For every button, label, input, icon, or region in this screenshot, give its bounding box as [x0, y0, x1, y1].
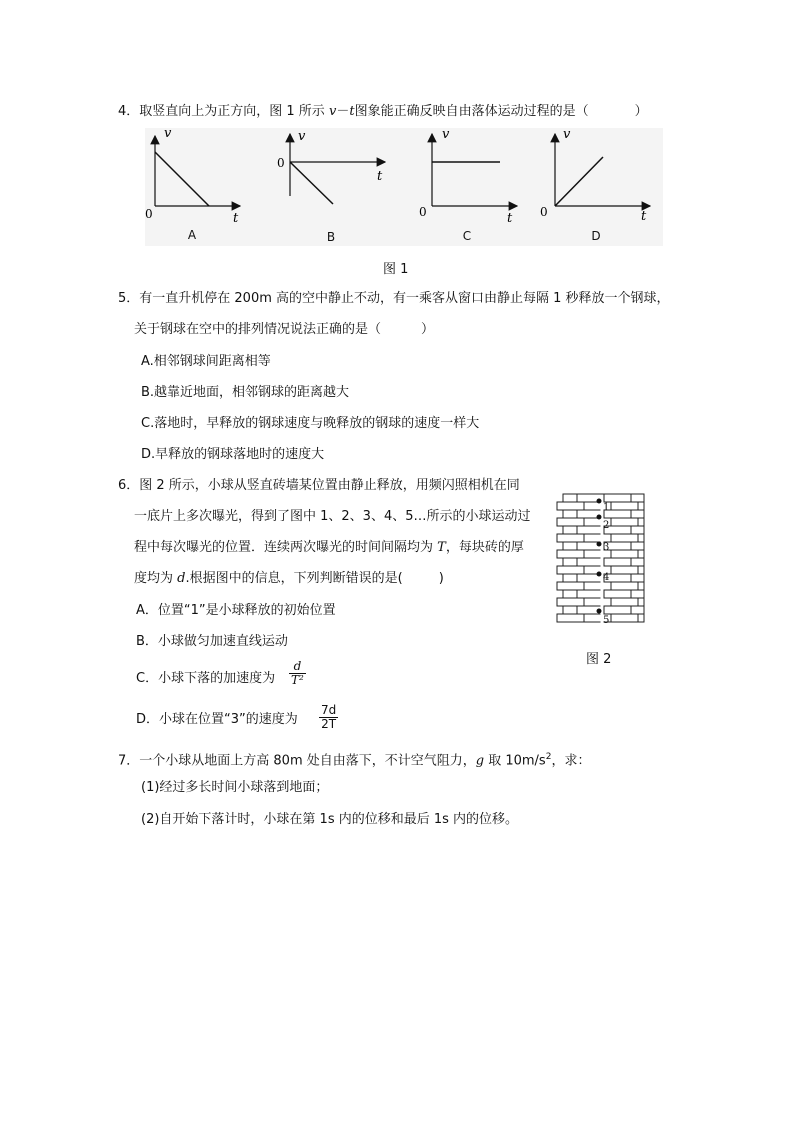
graph-b [277, 129, 385, 204]
brick [557, 502, 584, 510]
ball-label-1: 1 [603, 502, 610, 513]
brick [631, 574, 644, 582]
q7-g: g [475, 753, 485, 769]
brick [584, 598, 611, 606]
q5-option-d: D.早释放的钢球落地时的速度大 [141, 447, 325, 462]
q5-option-b: B.越靠近地面，相邻钢球的距离越大 [141, 385, 350, 400]
brick [563, 510, 577, 518]
brick [631, 510, 644, 518]
q5-line1: 5．有一直升机停在 200m 高的空中静止不动，有一乘客从窗口由静止每隔 1 秒释放一个钢球， [118, 291, 670, 306]
ball-label-2: 2 [603, 520, 610, 531]
q6-line3-text-2: ，每块砖的厚 [445, 540, 524, 555]
brick [604, 558, 631, 566]
graph-d-origin: 0 [540, 205, 548, 219]
graph-b-t-label: t [377, 169, 383, 184]
graph-a-t-label: t [233, 211, 239, 226]
brick [563, 606, 577, 614]
brick [557, 582, 584, 590]
graph-label-a: A [187, 228, 197, 242]
q6-T: T [437, 540, 446, 555]
q6-line3-text: 程中每次曝光的位置．连续两次曝光的时间间隔均为 [134, 540, 438, 555]
q4-stem [118, 103, 648, 121]
brick [563, 590, 577, 598]
q6-d: d [177, 571, 186, 586]
brick [563, 542, 577, 550]
q6-fraction-c [289, 660, 306, 687]
brick [611, 518, 638, 526]
brick [638, 534, 644, 542]
brick [631, 558, 644, 566]
figure-1-vt-graphs [145, 128, 663, 246]
fraction-denominator: 2T [321, 717, 337, 731]
q6-option-d: D．小球在位置“3”的速度为 [136, 712, 298, 727]
figure-2-caption: 图 2 [586, 652, 612, 667]
brick [604, 590, 631, 598]
brick [638, 502, 644, 510]
q6-line4 [134, 570, 444, 588]
graph-b-line [290, 162, 333, 204]
brick [577, 526, 604, 534]
q6-bracket: ) [438, 571, 444, 586]
brick [631, 494, 644, 502]
ball-label-5: 5 [603, 615, 610, 626]
q6-fraction-d [319, 704, 338, 731]
q7-stem-text: 7．一个小球从地面上方高 80m 处自由落下，不计空气阻力， [118, 753, 476, 769]
brick [638, 598, 644, 606]
q6-line1: 6．图 2 所示，小球从竖直砖墙某位置由静止释放，用频闪照相机在同 [118, 478, 520, 493]
q7-part2: (2)自开始下落计时，小球在第 1s 内的位移和最后 1s 内的位移。 [141, 812, 519, 827]
ball-label-3: 3 [603, 542, 610, 553]
brick [584, 582, 611, 590]
brick [638, 550, 644, 558]
graph-c [419, 128, 517, 226]
graph-d-v-label: v [563, 128, 571, 142]
brick [557, 550, 584, 558]
q4-minus: － [336, 104, 350, 119]
q6-line4-text-2: .根据图中的信息，下列判断错误的是( [185, 571, 403, 586]
q6-option-c: C．小球下落的加速度为 [136, 671, 276, 686]
ball-3 [597, 542, 602, 547]
graph-label-b: B [326, 230, 336, 244]
q6-line3 [134, 539, 524, 557]
q4-t: t [349, 104, 355, 119]
brick [563, 526, 577, 534]
q6-option-b: B．小球做匀加速直线运动 [136, 634, 288, 649]
brick [611, 534, 638, 542]
brick [557, 598, 584, 606]
brick [563, 494, 577, 502]
graph-d-line [555, 157, 603, 206]
brick [631, 542, 644, 550]
q5-line2 [134, 321, 434, 339]
brick [631, 526, 644, 534]
q7-stem [118, 748, 590, 770]
fraction-numerator: d [293, 659, 302, 673]
brick [638, 582, 644, 590]
graph-a-v-label: v [164, 128, 172, 141]
ball-label-4: 4 [603, 572, 610, 583]
ball-5 [597, 609, 602, 614]
q4-stem-text: 4．取竖直向上为正方向，图 1 所示 [118, 104, 329, 119]
brick [557, 566, 584, 574]
graph-b-origin: 0 [277, 156, 285, 170]
brick [611, 614, 638, 622]
q7-part1: (1)经过多长时间小球落到地面； [141, 780, 329, 795]
brick [611, 582, 638, 590]
q7-stem-text-2: 取 10m/s [484, 753, 546, 769]
q4-bracket: ） [634, 104, 648, 119]
graph-a [145, 128, 240, 226]
q7-superscript: 2 [545, 752, 552, 762]
graph-d [540, 128, 650, 224]
graph-b-v-label: v [298, 129, 306, 144]
q5-option-a: A.相邻钢球间距离相等 [141, 354, 271, 369]
brick [631, 590, 644, 598]
brick [611, 566, 638, 574]
brick [563, 574, 577, 582]
brick [577, 558, 604, 566]
q6-option-a: A．位置“1”是小球释放的初始位置 [136, 603, 336, 618]
ball-2 [597, 515, 602, 520]
brick [577, 590, 604, 598]
brick [611, 550, 638, 558]
brick [557, 518, 584, 526]
figure-2-brick-wall [555, 490, 650, 640]
graph-c-origin: 0 [419, 205, 427, 219]
graph-a-line [155, 152, 209, 206]
brick [557, 534, 584, 542]
graph-c-t-label: t [507, 211, 513, 226]
ball-4 [597, 572, 602, 577]
q7-stem-text-3: ，求： [551, 753, 591, 769]
brick [563, 558, 577, 566]
brick [604, 606, 631, 614]
brick [604, 494, 631, 502]
brick [584, 534, 611, 542]
brick [638, 518, 644, 526]
ball-1 [597, 499, 602, 504]
q4-stem-text-2: 图象能正确反映自由落体运动过程的是（ [354, 104, 589, 119]
brick [638, 566, 644, 574]
brick [638, 614, 644, 622]
q5-bracket: ） [421, 322, 435, 337]
graph-c-v-label: v [442, 128, 450, 142]
graph-a-origin: 0 [145, 207, 153, 221]
figure-1-caption: 图 1 [383, 262, 409, 277]
q5-line2-text: 关于钢球在空中的排列情况说法正确的是（ [134, 322, 382, 337]
graph-d-t-label: t [641, 209, 647, 224]
fraction-numerator: 7d [321, 703, 337, 717]
brick [611, 502, 638, 510]
brick [557, 614, 584, 622]
q6-line2: 一底片上多次曝光，得到了图中 1、2、3、4、5…所示的小球运动过 [134, 509, 531, 524]
q5-option-c: C.落地时，早释放的钢球速度与晚释放的钢球的速度一样大 [141, 416, 480, 431]
brick [611, 598, 638, 606]
graph-label-d: D [591, 229, 601, 243]
graph-label-c: C [462, 229, 472, 243]
q4-v: v [328, 104, 337, 119]
brick [631, 606, 644, 614]
q6-line4-text: 度均为 [134, 571, 178, 586]
fraction-denominator: T² [291, 673, 304, 687]
